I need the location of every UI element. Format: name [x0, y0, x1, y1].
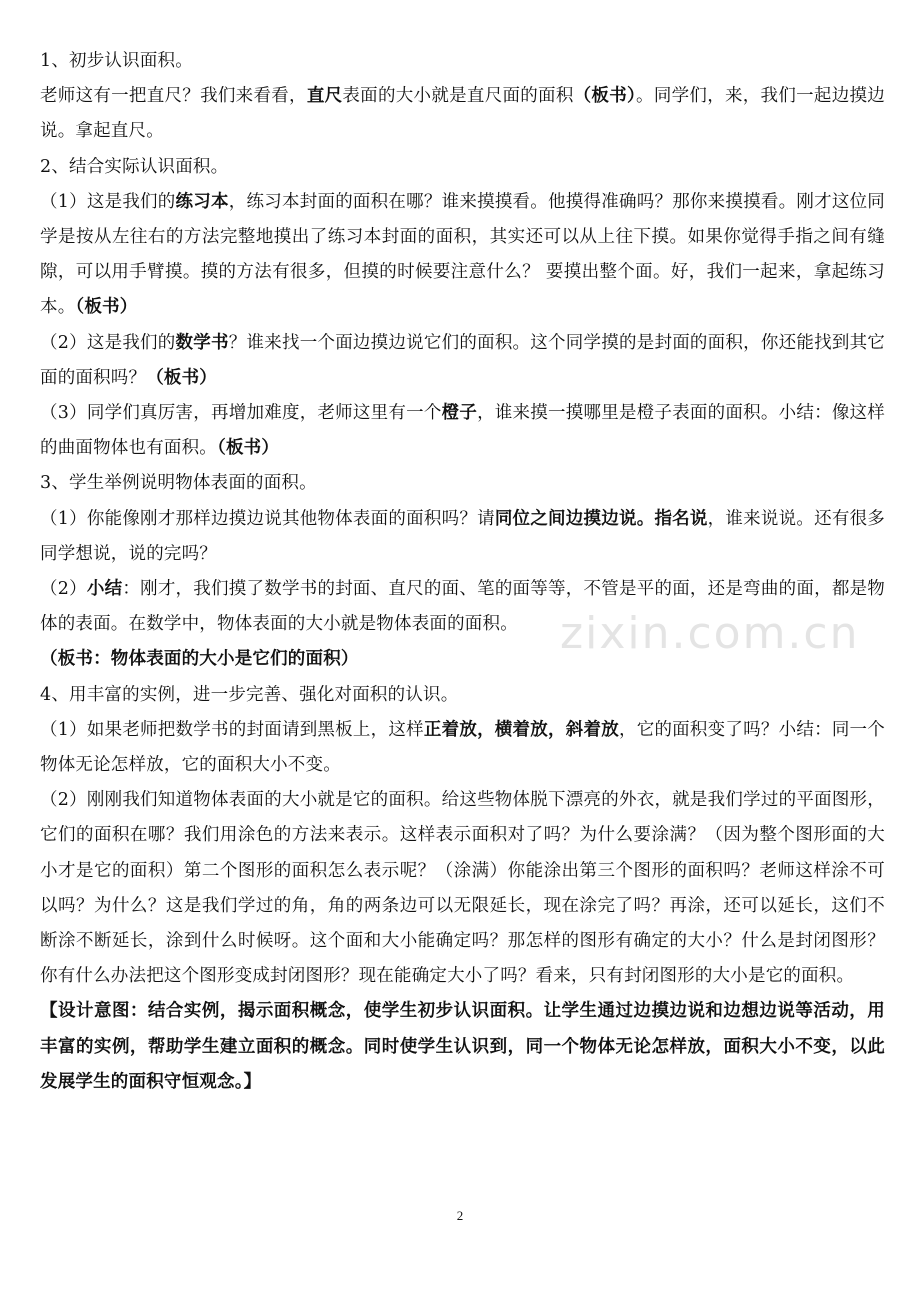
bold-text: 练习本 [175, 191, 229, 212]
watermark: zixin.com.cn [560, 608, 860, 659]
text-run: （1）这是我们的 [40, 191, 176, 212]
text-run: ：刚才，我们摸了数学书的封面、直尺的面、笔的面等等，不管是平的面，还是弯曲的面，都是物体的表面。在数学中，物体表面的大小就是物体表面的面积。 [40, 579, 886, 635]
text-run: 4、用丰富的实例，进一步完善、强化对面积的认识。 [40, 684, 459, 705]
text-run: 3、学生举例说明物体表面的面积。 [40, 473, 317, 494]
bold-text: （板书） [75, 297, 138, 318]
text-run: ，谁来摸一摸哪里是橙子表面的面积。小结：像这样的曲面物体也有面积。 [40, 403, 885, 459]
bold-text: （板书） [573, 86, 637, 107]
text-run: 表面的大小就是直尺面的面积 [342, 86, 574, 107]
text-run: ，谁来说说。还有很多同学想说，说的完吗？ [40, 508, 886, 564]
paragraph [40, 150, 885, 185]
bold-text: 数学书 [175, 332, 229, 353]
text-run: （1）你能像刚才那样边摸边说其他物体表面的面积吗？请 [40, 508, 495, 529]
text-run: （2）刚刚我们知道物体表面的大小就是它的面积。给这些物体脱下漂亮的外衣，就是我们学过的平面图形，它们的面积在哪？我们用涂色的方法来表示。这样表示面积对了吗？为什么要涂满？（因为整个图形面的大小才是它的面积）第二个图形的面积怎么表示呢？（涂满）你能涂出第三个图形的面积吗？老师这样涂不可以吗？为什么？这是我们学过的角，角的两条边可以无限延长，现在涂完了吗？再涂，还可以延长，这们不断涂不断延长，涂到什么时候呀。这个面和大小能确定吗？那怎样的图形有确定的大小？什么是封闭图形？你有什么办法把这个图形变成封闭图形？现在能确定大小了吗？看来，只有封闭图形的大小是它的面积。 [40, 790, 885, 987]
paragraph [40, 466, 885, 501]
text-run: （1）如果老师把数学书的封面请到黑板上，这样 [40, 719, 424, 740]
bold-text: 同位之间边摸边说。指名说 [494, 508, 708, 529]
bold-text: 直尺 [306, 86, 343, 107]
page-number: 2 [456, 1208, 464, 1223]
text-run: 。同学们，来，我们一起边摸边说。拿起直尺。 [40, 86, 885, 142]
text-run: （2） [40, 579, 87, 600]
bold-text: 小结 [86, 579, 123, 600]
bold-text: （板书：物体表面的大小是它们的面积） [40, 649, 359, 670]
document-body [40, 44, 885, 1100]
paragraph [40, 994, 885, 1100]
text-run: ，练习本封面的面积在哪？谁来摸摸看。他摸得准确吗？那你来摸摸看。刚才这位同学是按从左往右的方法完整地摸出了练习本封面的面积，其实还可以从上往下摸。如果你觉得手指之间有缝隙，可以用手臂摸。摸的方法有很多，但摸的时候要注意什么？ 要摸出整个面。好，我们一起来，拿起练习本。 [40, 191, 886, 318]
paragraph [40, 642, 885, 677]
text-run: 老师这有一把直尺？我们来看看， [40, 86, 307, 107]
text-run: ？谁来找一个面边摸边说它们的面积。这个同学摸的是封面的面积，你还能找到其它面的面积吗？ [40, 332, 886, 388]
paragraph [40, 502, 885, 572]
bold-text: 【设计意图：结合实例，揭示面积概念，使学生初步认识面积。让学生通过边摸边说和边想边说等活动，用丰富的实例，帮助学生建立面积的概念。同时使学生认识到，同一个物体无论怎样放，面积大小不变，以此发展学生的面积守恒观念。】 [40, 1001, 885, 1092]
paragraph [40, 678, 885, 713]
paragraph [40, 713, 885, 783]
paragraph [40, 185, 885, 326]
bold-text: （板书） [217, 438, 280, 459]
paragraph [40, 44, 885, 79]
bold-text: 正着放，横着放，斜着放 [423, 719, 619, 740]
paragraph [40, 783, 885, 994]
paragraph [40, 326, 885, 396]
text-run: ，它的面积变了吗？小结：同一个物体无论怎样放，它的面积大小不变。 [40, 719, 885, 776]
text-run: （3）同学们真厉害，再增加难度，老师这里有一个 [40, 403, 442, 424]
text-run: 1、初步认识面积。 [40, 51, 193, 71]
bold-text: （板书） [146, 367, 218, 388]
text-run: 2、结合实际认识面积。 [40, 156, 229, 177]
paragraph [40, 572, 885, 642]
paragraph [40, 79, 885, 149]
paragraph [40, 396, 885, 466]
text-run: （2）这是我们的 [40, 332, 176, 353]
bold-text: 橙子 [441, 403, 478, 424]
